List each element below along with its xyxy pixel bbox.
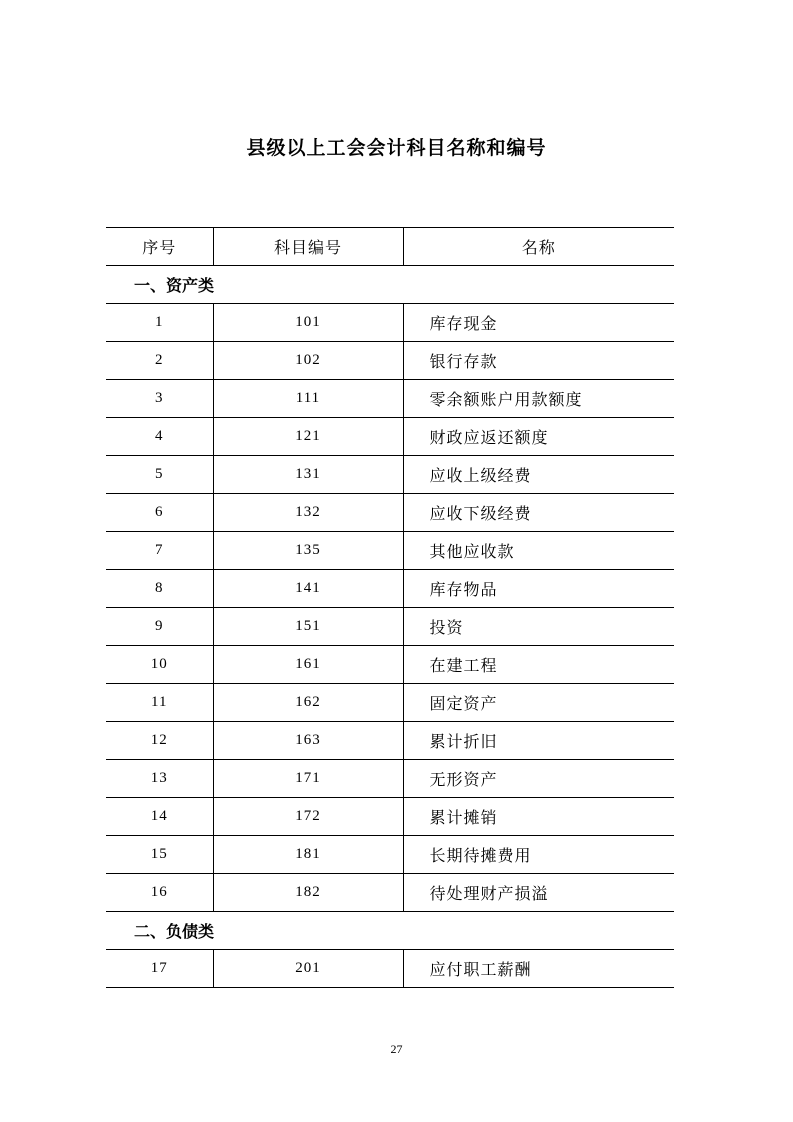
table-body bbox=[106, 266, 674, 988]
row-name: 应收上级经费 bbox=[403, 456, 674, 494]
row-seq: 15 bbox=[106, 836, 213, 874]
row-seq: 4 bbox=[106, 418, 213, 456]
row-name: 库存现金 bbox=[403, 304, 674, 342]
row-code: 161 bbox=[213, 646, 403, 684]
header-code: 科目编号 bbox=[213, 228, 403, 266]
row-name: 其他应收款 bbox=[403, 532, 674, 570]
category-label: 二、负债类 bbox=[106, 912, 674, 950]
table-row bbox=[106, 722, 674, 760]
row-name: 库存物品 bbox=[403, 570, 674, 608]
row-code: 102 bbox=[213, 342, 403, 380]
table-row bbox=[106, 684, 674, 722]
row-code: 131 bbox=[213, 456, 403, 494]
row-code: 172 bbox=[213, 798, 403, 836]
row-code: 162 bbox=[213, 684, 403, 722]
row-name: 无形资产 bbox=[403, 760, 674, 798]
page-number: 27 bbox=[390, 1042, 403, 1056]
row-name: 累计折旧 bbox=[403, 722, 674, 760]
row-seq: 1 bbox=[106, 304, 213, 342]
row-code: 201 bbox=[213, 950, 403, 988]
table-row bbox=[106, 646, 674, 684]
row-seq: 17 bbox=[106, 950, 213, 988]
row-code: 182 bbox=[213, 874, 403, 912]
row-name: 零余额账户用款额度 bbox=[403, 380, 674, 418]
header-name: 名称 bbox=[403, 228, 674, 266]
row-seq: 12 bbox=[106, 722, 213, 760]
table-row bbox=[106, 380, 674, 418]
row-seq: 2 bbox=[106, 342, 213, 380]
row-name: 待处理财产损溢 bbox=[403, 874, 674, 912]
row-seq: 7 bbox=[106, 532, 213, 570]
row-code: 121 bbox=[213, 418, 403, 456]
row-seq: 9 bbox=[106, 608, 213, 646]
table-row bbox=[106, 456, 674, 494]
row-seq: 5 bbox=[106, 456, 213, 494]
row-name: 累计摊销 bbox=[403, 798, 674, 836]
table-row bbox=[106, 608, 674, 646]
table-row bbox=[106, 418, 674, 456]
row-name: 在建工程 bbox=[403, 646, 674, 684]
row-name: 投资 bbox=[403, 608, 674, 646]
table-row bbox=[106, 304, 674, 342]
category-label: 一、资产类 bbox=[106, 266, 674, 304]
table-row bbox=[106, 874, 674, 912]
row-seq: 6 bbox=[106, 494, 213, 532]
header-seq: 序号 bbox=[106, 228, 213, 266]
row-seq: 16 bbox=[106, 874, 213, 912]
row-name: 长期待摊费用 bbox=[403, 836, 674, 874]
row-code: 151 bbox=[213, 608, 403, 646]
table-row bbox=[106, 950, 674, 988]
row-seq: 11 bbox=[106, 684, 213, 722]
row-code: 171 bbox=[213, 760, 403, 798]
row-code: 141 bbox=[213, 570, 403, 608]
table-row bbox=[106, 494, 674, 532]
table-row bbox=[106, 798, 674, 836]
row-code: 181 bbox=[213, 836, 403, 874]
account-table bbox=[106, 227, 674, 988]
row-name: 财政应返还额度 bbox=[403, 418, 674, 456]
row-code: 132 bbox=[213, 494, 403, 532]
document-title: 县级以上工会会计科目名称和编号 bbox=[246, 137, 547, 159]
table-row bbox=[106, 570, 674, 608]
table-row bbox=[106, 342, 674, 380]
row-seq: 8 bbox=[106, 570, 213, 608]
table-row bbox=[106, 760, 674, 798]
row-name: 应付职工薪酬 bbox=[403, 950, 674, 988]
row-code: 163 bbox=[213, 722, 403, 760]
row-seq: 13 bbox=[106, 760, 213, 798]
row-name: 固定资产 bbox=[403, 684, 674, 722]
row-name: 应收下级经费 bbox=[403, 494, 674, 532]
row-seq: 14 bbox=[106, 798, 213, 836]
row-name: 银行存款 bbox=[403, 342, 674, 380]
category-row bbox=[106, 266, 674, 304]
row-code: 111 bbox=[213, 380, 403, 418]
table-row bbox=[106, 532, 674, 570]
table-header-row bbox=[106, 228, 674, 266]
row-seq: 3 bbox=[106, 380, 213, 418]
row-code: 101 bbox=[213, 304, 403, 342]
category-row bbox=[106, 912, 674, 950]
row-seq: 10 bbox=[106, 646, 213, 684]
row-code: 135 bbox=[213, 532, 403, 570]
table-row bbox=[106, 836, 674, 874]
